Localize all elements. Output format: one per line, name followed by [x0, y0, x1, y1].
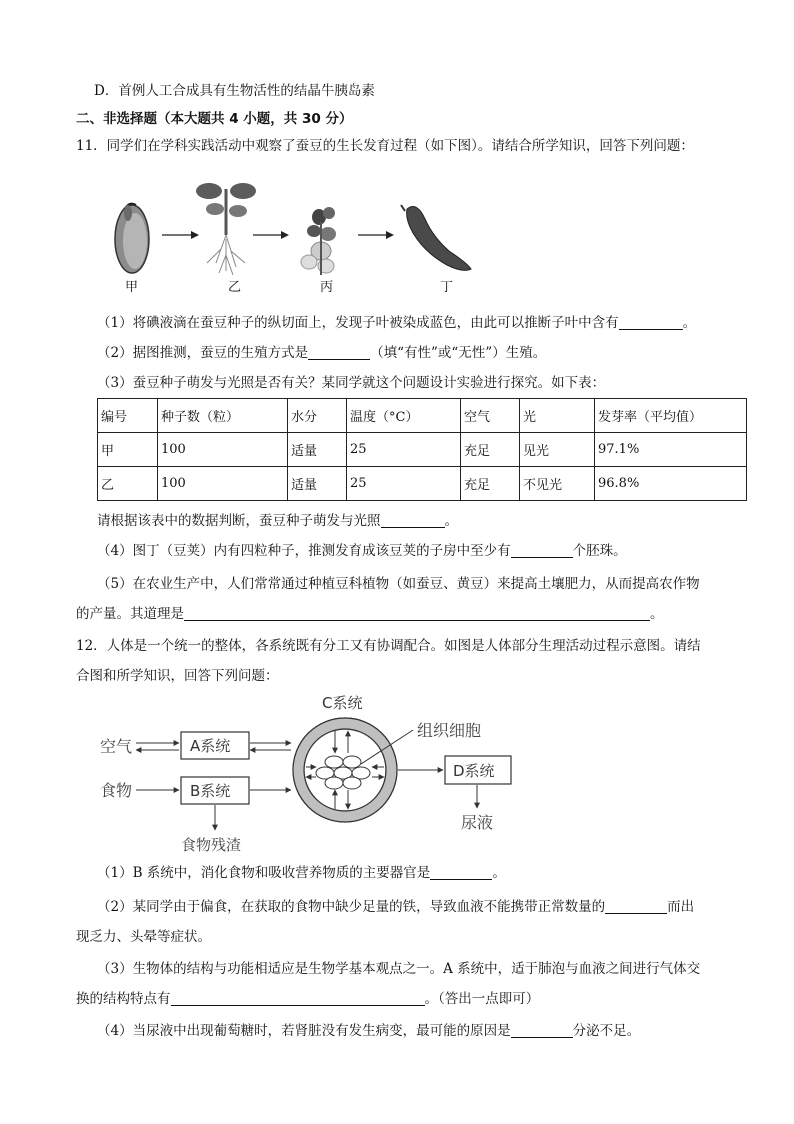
- q11-part5-line2: 的产量。其道理是 。: [76, 606, 664, 622]
- table-cell: 适量: [288, 433, 347, 467]
- table-cell: 适量: [288, 467, 347, 501]
- q11-part5-line1: （5）在农业生产中，人们常常通过种植豆科植物（如蚕豆、黄豆）来提高土壤肥力，从而提高农作物: [97, 576, 700, 592]
- table-header-cell: 编号: [98, 399, 158, 433]
- table-row: [98, 433, 747, 467]
- table-row: [98, 467, 747, 501]
- stage-label-yi: 乙: [228, 280, 242, 295]
- table-header-cell: 空气: [461, 399, 520, 433]
- table-cell: 100: [158, 433, 288, 467]
- option-d: D．首例人工合成具有生物活性的结晶牛胰岛素: [94, 83, 375, 99]
- tissue-cells-label: 组织细胞: [417, 721, 482, 740]
- table-cell: 96.8%: [595, 467, 747, 501]
- q11-stem: 11．同学们在学科实践活动中观察了蚕豆的生长发育过程（如下图）。请结合所学知识，回答下列问题：: [76, 138, 694, 154]
- q11-part1: （1）将碘液滴在蚕豆种子的纵切面上，发现子叶被染成蓝色，由此可以推断子叶中含有 。: [97, 315, 697, 331]
- q11-part3-intro: （3）蚕豆种子萌发与光照是否有关？某同学就这个问题设计实验进行探究。如下表：: [97, 375, 606, 391]
- food-residue-label: 食物残渣: [181, 836, 242, 854]
- table-cell: 甲: [98, 433, 158, 467]
- system-b-label: B系统: [190, 782, 231, 800]
- answer-blank[interactable]: [511, 1023, 573, 1038]
- answer-blank[interactable]: [511, 543, 573, 558]
- answer-blank[interactable]: [184, 606, 650, 621]
- flower-illustration: [301, 207, 336, 275]
- q12-stem-line2: 合图和所学知识，回答下列问题：: [76, 668, 279, 684]
- q11-part2: （2）据图推测，蚕豆的生殖方式是 （填“有性”或“无性”）生殖。: [97, 345, 547, 361]
- stage-arrow: [162, 231, 199, 239]
- q11-part3-question: 请根据该表中的数据判断，蚕豆种子萌发与光照 。: [97, 513, 458, 529]
- table-header-cell: 温度（°C）: [347, 399, 461, 433]
- table-header-cell: 发芽率（平均值）: [595, 399, 747, 433]
- answer-blank[interactable]: [171, 991, 425, 1006]
- system-c-label: C系统: [322, 694, 363, 712]
- table-cell: 25: [347, 433, 461, 467]
- urine-label: 尿液: [461, 813, 494, 832]
- system-d-label: D系统: [453, 762, 495, 780]
- q12-part2-line1: （2）某同学由于偏食，在获取的食物中缺少足量的铁，导致血液不能携带正常数量的 而出: [97, 899, 695, 915]
- q12-part3-line1: （3）生物体的结构与功能相适应是生物学基本观点之一。A 系统中，适于肺泡与血液之间进行气体交: [97, 961, 701, 977]
- food-label: 食物: [100, 781, 133, 800]
- stage-label-ding: 丁: [440, 280, 454, 295]
- table-header-cell: 种子数（粒）: [158, 399, 288, 433]
- table-cell: 充足: [461, 433, 520, 467]
- stage-arrow: [253, 231, 289, 239]
- answer-blank[interactable]: [430, 865, 492, 880]
- physiology-diagram: [95, 690, 525, 860]
- table-cell: 100: [158, 467, 288, 501]
- seed-illustration: [115, 204, 149, 273]
- table-header-cell: 水分: [288, 399, 347, 433]
- table-header-row: [98, 399, 747, 433]
- answer-blank[interactable]: [605, 899, 667, 914]
- stage-label-jia: 甲: [125, 280, 139, 295]
- section-heading: 二、非选择题（本大题共 4 小题，共 30 分）: [76, 111, 353, 127]
- q12-stem-line1: 12．人体是一个统一的整体，各系统既有分工又有协调配合。如图是人体部分生理活动过程示意图。请结: [76, 638, 701, 654]
- table-header-cell: 光: [520, 399, 595, 433]
- q12-part2-line2: 现乏力、头晕等症状。: [76, 929, 211, 945]
- table-cell: 25: [347, 467, 461, 501]
- table-cell: 充足: [461, 467, 520, 501]
- answer-blank[interactable]: [619, 315, 683, 330]
- experiment-table: [97, 398, 747, 501]
- table-cell: 乙: [98, 467, 158, 501]
- pod-illustration: [401, 205, 471, 270]
- q12-part1: （1）B 系统中，消化食物和吸收营养物质的主要器官是 。: [97, 865, 506, 881]
- bean-growth-figure: [95, 167, 495, 302]
- seedling-illustration: [196, 183, 256, 275]
- table-cell: 97.1%: [595, 433, 747, 467]
- table-cell: 见光: [520, 433, 595, 467]
- q12-part4: （4）当尿液中出现葡萄糖时，若肾脏没有发生病变，最可能的原因是 分泌不足。: [97, 1023, 641, 1039]
- q11-part4: （4）图丁（豆荚）内有四粒种子，推测发育成该豆荚的子房中至少有 个胚珠。: [97, 543, 627, 559]
- answer-blank[interactable]: [381, 513, 445, 528]
- stage-label-bing: 丙: [320, 280, 334, 295]
- answer-blank[interactable]: [308, 345, 370, 360]
- system-a-label: A系统: [190, 737, 231, 755]
- q12-part3-line2: 换的结构特点有 。（答出一点即可）: [76, 991, 540, 1007]
- stage-arrow: [358, 231, 394, 239]
- air-label: 空气: [100, 737, 133, 756]
- table-cell: 不见光: [520, 467, 595, 501]
